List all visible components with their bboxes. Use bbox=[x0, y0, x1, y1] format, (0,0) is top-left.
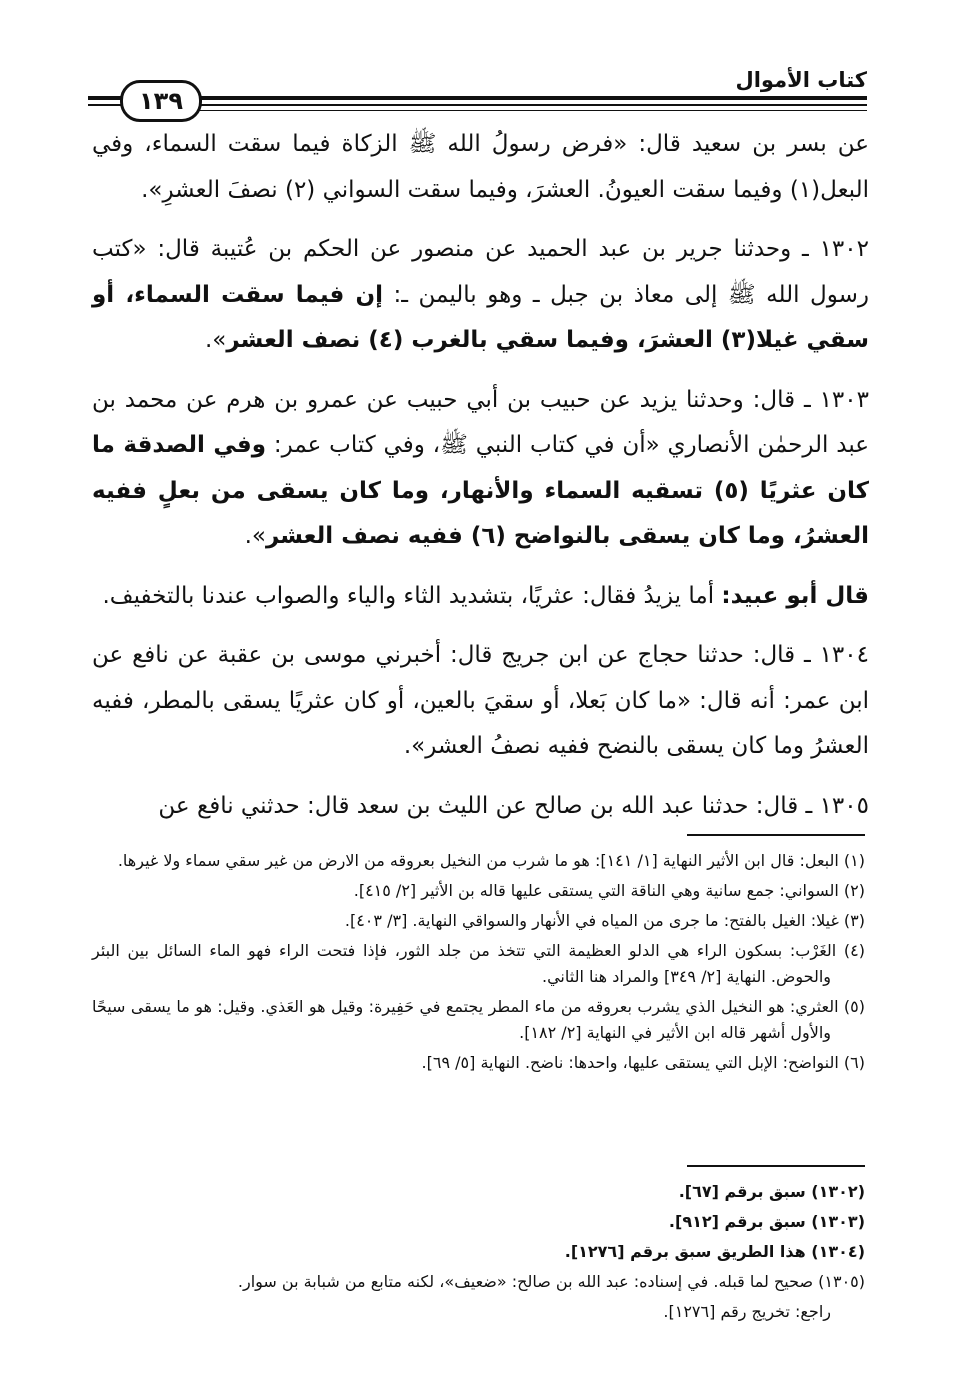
footnote: (٥) العثري: هو النخيل الذي يشرب بعروقه من ماء المطر يجتمع في حَفِيرة: وقيل هو العَذي. وقيل: هو ما يسقى سيحًا والأول أشهر قاله ابن الأثير في النهاية [٢/ ١٨٢]. bbox=[92, 997, 865, 1042]
footnote: (١) البعل: قال ابن الأثير النهاية [١/ ١٤١]: هو ما شرب من النخيل بعروقه من الارض من غير سقي سماء ولا غيرها. bbox=[117, 851, 865, 870]
paragraph-hadith-1304 bbox=[92, 633, 869, 770]
main-text bbox=[92, 122, 869, 839]
paragraph-text: ١٣٠٣ ـ قال: وحدثنا يزيد عن حبيب بن أبي حبيب عن عمرو بن هرم عن محمد بن عبد الرحمٰن الأنصاري «أن في كتاب النبي ﷺ، وفي كتاب عمر: bbox=[92, 386, 870, 458]
paragraph-hadith-continuation bbox=[92, 122, 869, 213]
footnotes bbox=[92, 848, 865, 1080]
header-rule-left-thick bbox=[88, 96, 122, 100]
paragraph-text: ١٣٠٢ ـ وحدثنا جرير بن عبد الحميد عن منصور عن الحكم بن عُتيبة قال: «كتب رسول الله ﷺ إلى معاذ بن جبل ـ وهو باليمن ـ: bbox=[92, 236, 869, 308]
paragraph-hadith-1305 bbox=[92, 784, 869, 830]
paragraph-bold-text: قال أبو عبيد: bbox=[721, 582, 869, 609]
paragraph-text: عن بسر بن سعيد قال: «فرض رسولُ الله ﷺ الزكاة فيما سقت السماء، وفي البعل(١) وفيما سقت العيونُ. العشرَ، وفيما سقت السواني (٢) نصفَ العشرِ». bbox=[92, 131, 869, 203]
footnote: (٢) السواني: جمع سانية وهي الناقة التي يستقى عليها قاله بن الأثير [٢/ ٤١٥]. bbox=[353, 881, 865, 900]
footnote: (٦) النواضح: الإبل التي يستقى عليها، واحدها: ناضح. النهاية [٥/ ٦٩]. bbox=[421, 1053, 865, 1072]
page-header bbox=[88, 66, 867, 118]
reference-1304: (١٣٠٤) هذا الطريق سبق برقم [١٢٧٦]. bbox=[564, 1242, 865, 1261]
header-rule-thick bbox=[196, 96, 867, 100]
reference-1305: (١٣٠٥) صحيح لما قبله. في إسناده: عبد الله بن صالح: «ضعيف»، لكنه متابع من شبابة بن سوار. bbox=[237, 1272, 865, 1291]
hadith-references bbox=[92, 1178, 865, 1328]
header-rule-left-thin bbox=[88, 104, 122, 106]
paragraph-text-end: ». bbox=[204, 327, 227, 353]
paragraph-hadith-1302 bbox=[92, 227, 869, 364]
paragraph-hadith-1303 bbox=[92, 378, 869, 560]
paragraph-text: ١٣٠٥ ـ قال: حدثنا عبد الله بن صالح عن الليث بن سعد قال: حدثني نافع عن bbox=[158, 792, 869, 819]
footnotes-divider bbox=[687, 834, 865, 836]
paragraph-abu-ubaid-comment bbox=[92, 574, 869, 620]
reference-1302: (١٣٠٢) سبق برقم [٦٧]. bbox=[678, 1182, 865, 1201]
header-rule-medium bbox=[196, 104, 867, 106]
footnote: (٣) غيلا: الغيل بالفتح: ما جرى من المياه في الأنهار والسواقي النهاية. [٣/ ٤٠٣]. bbox=[344, 911, 865, 930]
paragraph-text: أما يزيدُ فقال: عثريًا، بتشديد الثاء والياء والصواب عندنا بالتخفيف. bbox=[102, 582, 722, 609]
book-title: كتاب الأموال bbox=[735, 68, 867, 92]
paragraph-text-end: ». bbox=[244, 523, 266, 549]
reference-see-also: راجع: تخريج رقم [١٢٧٦]. bbox=[663, 1302, 831, 1321]
paragraph-bold-text: إن فيما سقت السماء، أو سقي غيلا(٣) العشرَ، وفيما سقي بالغرب (٤) نصف العشر bbox=[92, 281, 869, 353]
reference-1303: (١٣٠٣) سبق برقم [٩١٢]. bbox=[668, 1212, 865, 1231]
page-number: ١٣٩ bbox=[120, 80, 202, 122]
paragraph-text: ١٣٠٤ ـ قال: حدثنا حجاج عن ابن جريج قال: أخبرني موسى بن عقبة عن نافع عن ابن عمر: أنه قال: «ما كان بَعلا، أو سقيَ بالعين، أو كان عثريًا يسقى بالمطر، ففيه العشرُ وما كان يسقى بالنضح ففيه نصفُ العشر». bbox=[92, 642, 869, 759]
header-rule-thin bbox=[196, 110, 867, 111]
references-divider bbox=[687, 1165, 865, 1167]
footnote: (٤) الغَرْب: بسكون الراء هي الدلو العظيمة التي تتخذ من جلد الثور، فإذا فتحت الراء فهو الماء السائل بين البئر والحوض. النهاية [٢/ ٣٤٩] والمراد هنا الثاني. bbox=[92, 941, 865, 986]
paragraph-bold-text: وفي الصدقة ما كان عثريًا (٥) تسقيه السماء والأنهار، وما كان يسقى من بعلٍ ففيه العشرُ، وما كان يسقى بالنواضح (٦) ففيه نصف العشر bbox=[92, 432, 869, 549]
